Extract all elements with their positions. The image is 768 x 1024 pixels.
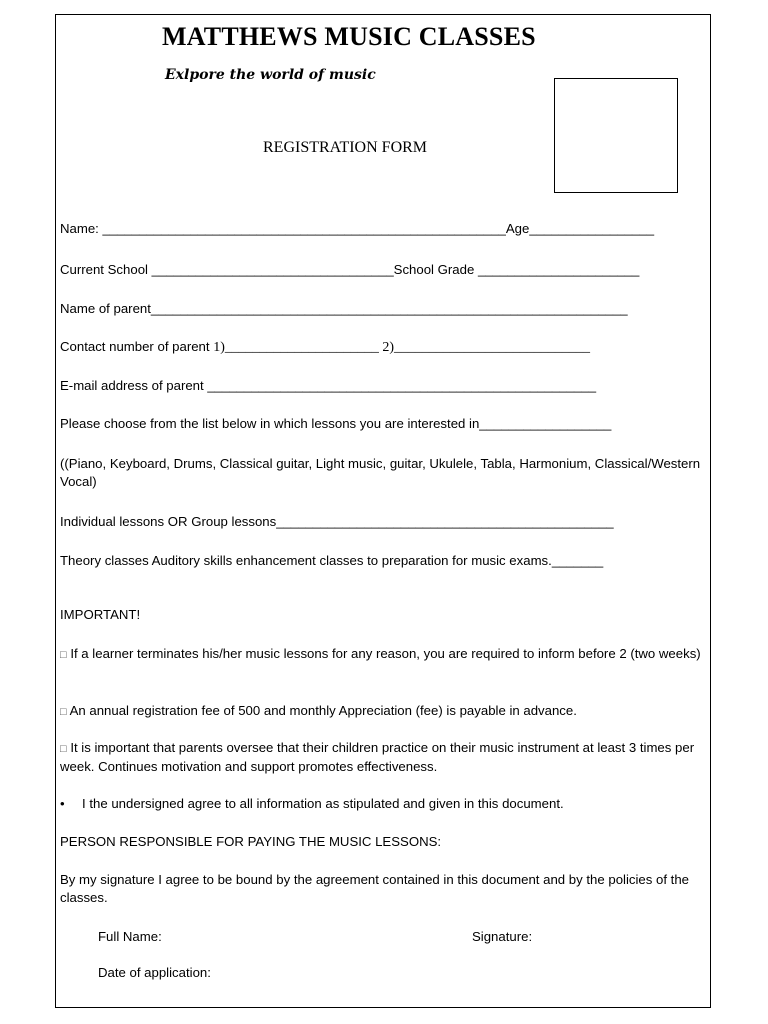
important-heading: IMPORTANT! [60, 607, 141, 622]
parent-contact-numbers: 1)______________________ 2)____________________________ [213, 340, 591, 355]
important-item-text: An annual registration fee of 500 and monthly Appreciation (fee) is payable in advance. [66, 703, 577, 718]
parent-contact-label: Contact number of parent [60, 339, 214, 354]
instrument-list: ((Piano, Keyboard, Drums, Classical guitar, Light music, guitar, Ukulele, Tabla, Harmonium, Classical/Western Vocal) [60, 456, 701, 489]
important-item [60, 702, 706, 721]
parent-contact-field [60, 338, 590, 357]
form-title: REGISTRATION FORM [263, 139, 428, 156]
date-of-application-label: Date of application: [98, 965, 211, 980]
parent-name-field: Name of parent_________________________________________________________________ [60, 301, 628, 316]
theory-classes-field: Theory classes Auditory skills enhancement classes to preparation for music exams._______ [60, 553, 604, 568]
lessons-interest-field: Please choose from the list below in which lessons you are interested in__________________ [60, 416, 612, 431]
photo-box [554, 78, 678, 193]
signature-label: Signature: [472, 929, 533, 944]
agreement-text: I the undersigned agree to all information as stipulated and given in this document. [82, 796, 564, 811]
payer-heading: PERSON RESPONSIBLE FOR PAYING THE MUSIC LESSONS: [60, 834, 442, 849]
full-name-label: Full Name: [98, 929, 162, 944]
signature-agreement: By my signature I agree to be bound by the agreement contained in this document and by the policies of the classes. [60, 872, 690, 905]
checkbox-glyph: □ [60, 743, 67, 755]
important-item [60, 645, 706, 664]
bullet-icon: • [60, 796, 65, 811]
lesson-type-field: Individual lessons OR Group lessons______________________________________________ [60, 514, 614, 529]
important-item-text: If a learner terminates his/her music lessons for any reason, you are required to inform before 2 (two weeks) [66, 646, 701, 661]
checkbox-glyph: □ [60, 649, 67, 661]
important-item [60, 739, 706, 776]
school-grade-field: Current School _________________________________School Grade ______________________ [60, 262, 640, 277]
agreement-bullet [60, 795, 564, 813]
checkbox-glyph: □ [60, 706, 67, 718]
page-title: MATTHEWS MUSIC CLASSES [162, 22, 536, 51]
parent-email-field: E-mail address of parent _____________________________________________________ [60, 378, 597, 393]
important-item-text: It is important that parents oversee that their children practice on their music instrument at least 3 times per week. Continues motivation and support promotes effectiveness. [60, 740, 695, 774]
tagline: Exlpore the world of music [165, 67, 376, 83]
name-age-field: Name: _______________________________________________________Age_________________ [60, 221, 655, 236]
